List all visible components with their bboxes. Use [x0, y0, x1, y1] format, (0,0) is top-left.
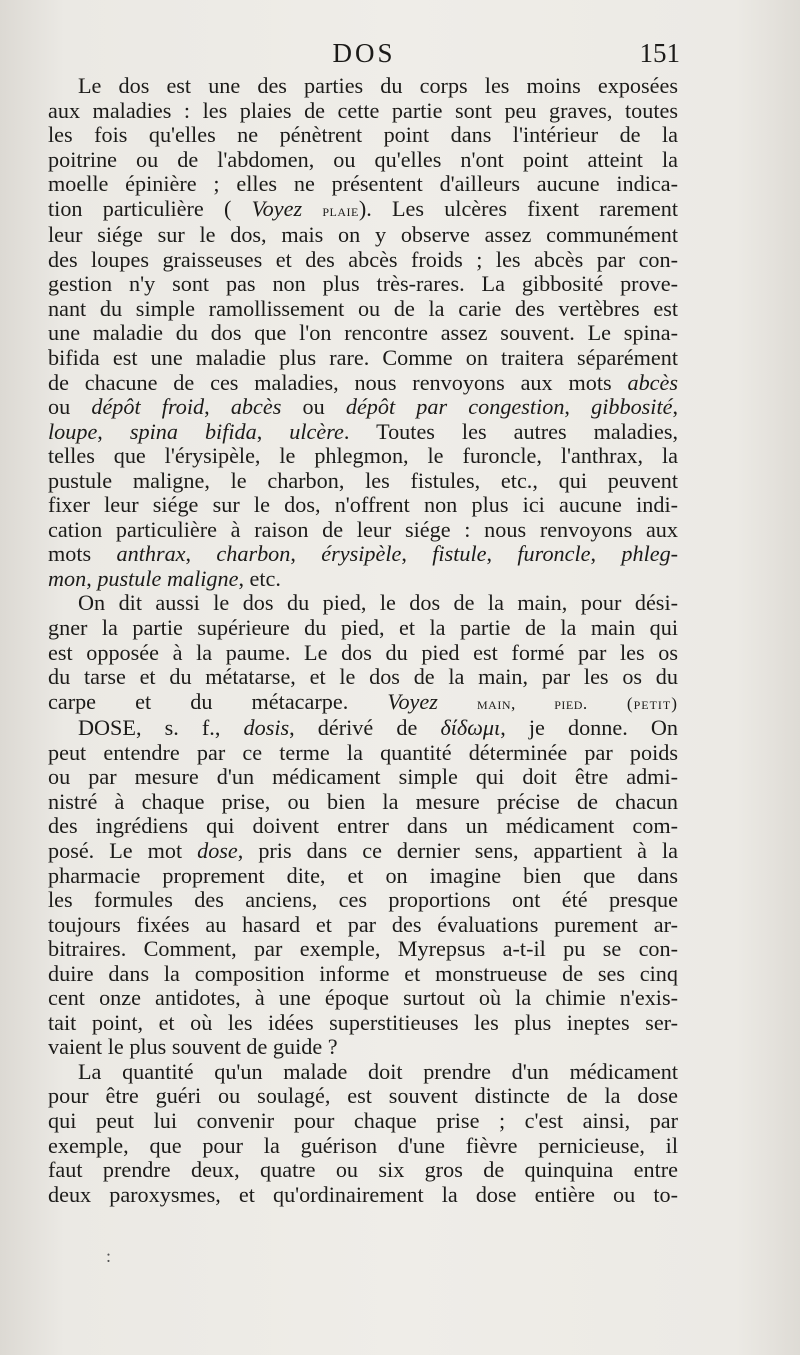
text-line: [48, 567, 678, 592]
text-line: faut prendre deux, quatre ou six gros de quinquina entre: [48, 1157, 678, 1183]
text-segment: ,: [256, 418, 263, 444]
text-line: nistré à chaque prise, ou bien la mesure précise de chacun: [48, 788, 678, 814]
text-segment: , je donne. On: [500, 715, 679, 741]
text-line: [48, 716, 678, 741]
text-segment: posé. Le mot: [48, 837, 183, 863]
text-segment: . Toutes les autres maladies,: [343, 418, 678, 444]
text-line: On dit aussi le dos du pied, le dos de la main, pour dési-: [78, 590, 678, 616]
italic-term: furoncle: [517, 541, 591, 567]
italic-term: pustule maligne: [97, 565, 239, 591]
text-segment: ,: [672, 394, 679, 420]
text-line: [48, 371, 678, 396]
italic-term: spina bifida: [129, 418, 257, 444]
text-line: fixer leur siége sur le dos, n'offrent non plus ici aucune indi-: [48, 492, 678, 518]
text-line: deux paroxysmes, et qu'ordinairement la dose entière ou to-: [48, 1181, 678, 1207]
text-segment: tion particulière (: [48, 195, 232, 221]
text-line: La quantité qu'un malade doit prendre d'un médicament: [78, 1058, 678, 1084]
text-line: des ingrédiens qui doivent entrer dans un médicament com-: [48, 813, 678, 839]
italic-term: phleg-: [621, 541, 679, 567]
text-line: moelle épinière ; elles ne présentent d'ailleurs aucune indica-: [48, 171, 678, 197]
italic-term: ulcère: [289, 418, 344, 444]
italic-term: gibbosité: [591, 394, 673, 420]
text-line: [48, 395, 678, 420]
text-line: duire dans la composition informe et monstrueuse de ses cinq: [48, 960, 678, 986]
text-line: nant du simple ramollissement ou de la carie des vertèbres est: [48, 295, 678, 321]
text-segment: ,: [185, 541, 192, 567]
text-line: ou par mesure d'un médicament simple qui doit être admi-: [48, 764, 678, 790]
text-line: bitraires. Comment, par exemple, Myrepsus a-t-il pu se con-: [48, 936, 678, 962]
italic-term: dosis: [243, 715, 290, 741]
text-line: gestion n'y sont pas non plus très-rares. La gibbosité prove-: [48, 271, 678, 297]
text-line: bifida est une maladie plus rare. Comme on traitera séparément: [48, 345, 678, 371]
text-segment: ,: [401, 541, 407, 567]
text-line: les fois qu'elles ne pénètrent point dans l'intérieur de la: [48, 122, 678, 148]
text-line: exemple, que pour la guérison d'une fièvre pernicieuse, il: [48, 1132, 678, 1158]
text-line: pustule maligne, le charbon, les fistules, etc., qui peuvent: [48, 467, 678, 493]
main-text: [48, 74, 678, 1207]
text-line: toujours fixées au hasard et par des évaluations purement ar-: [48, 911, 678, 937]
italic-term: mon: [48, 565, 87, 591]
text-segment: ). Les ulcères fixent rarement: [358, 195, 679, 221]
text-segment: , dérivé de: [289, 715, 418, 741]
text-line: aux maladies : les plaies de cette partie sont peu graves, toutes: [48, 97, 678, 123]
text-line: [48, 197, 678, 224]
text-line: [48, 839, 678, 864]
text-line: gner la partie supérieure du pied, et la partie de la main qui: [48, 615, 678, 641]
text-segment: , etc.: [238, 565, 281, 591]
cross-reference-target: main, pied.: [477, 693, 588, 713]
text-line: cent onze antidotes, à une époque surtout où la chimie n'exis-: [48, 985, 678, 1011]
text-line: est opposée à la paume. Le dos du pied est formé par les os: [48, 639, 678, 665]
italic-term: abcès: [230, 394, 282, 420]
text-line: cation particulière à raison de leur siége : nous renvoyons aux: [48, 516, 678, 542]
text-segment: ,: [486, 541, 493, 567]
italic-term: dose: [197, 837, 238, 863]
text-line: qui peut lui convenir pour chaque prise ; c'est ainsi, par: [48, 1107, 678, 1133]
italic-term: dépôt froid: [91, 394, 205, 420]
page-number: 151: [639, 38, 680, 68]
text-segment: mots: [48, 541, 92, 567]
text-segment: ,: [204, 394, 210, 420]
italic-term: abcès: [627, 369, 679, 395]
italic-term: charbon: [216, 541, 291, 567]
text-line: [48, 420, 678, 445]
text-segment: carpe et du métacarpe.: [48, 688, 349, 714]
text-segment: ,: [97, 418, 103, 444]
italic-term: loupe: [48, 418, 98, 444]
text-segment: ,: [590, 541, 597, 567]
text-segment: de chacune de ces maladies, nous renvoyons aux mots: [48, 369, 612, 395]
text-line: Le dos est une des parties du corps les moins exposées: [78, 73, 678, 98]
text-line: vaient le plus souvent de guide ?: [48, 1034, 338, 1060]
cross-reference-label: Voyez: [251, 195, 303, 221]
text-segment: ou: [302, 394, 325, 420]
text-segment: , pris dans ce dernier sens, appartient à la: [237, 837, 679, 863]
text-line: pour être guéri ou soulagé, est souvent distincte de la dose: [48, 1083, 678, 1109]
text-line: peut entendre par ce terme la quantité déterminée par poids: [48, 739, 678, 765]
text-segment: ,: [86, 565, 92, 591]
text-line: poitrine ou de l'abdomen, ou qu'elles n'ont point atteint la: [48, 146, 678, 172]
page-header: [48, 38, 680, 74]
printer-mark: :: [106, 1246, 112, 1266]
italic-term: fistule: [432, 541, 487, 567]
text-segment: ,: [290, 541, 296, 567]
text-line: les formules des anciens, ces proportions ont été presque: [48, 887, 678, 913]
running-head: DOS: [332, 38, 396, 68]
cross-reference-label: Voyez: [387, 688, 438, 714]
text-line: leur siége sur le dos, mais on y observe assez communément: [48, 222, 678, 248]
text-line: [48, 542, 678, 567]
author-signature: (petit): [626, 693, 678, 713]
cross-reference-target: plaie: [322, 200, 359, 220]
text-line: pharmacie proprement dite, et on imagine bien que dans: [48, 862, 678, 888]
greek-etymology: δίδωμι: [440, 715, 501, 741]
italic-term: érysipèle: [321, 541, 402, 567]
entry-headword: DOSE, s. f.,: [78, 715, 221, 741]
italic-term: dépôt par congestion: [345, 394, 565, 420]
text-line: des loupes graisseuses et des abcès froids ; les abcès par con-: [48, 246, 678, 272]
text-segment: ou: [48, 394, 71, 420]
text-line: une maladie du dos que l'on rencontre assez souvent. Le spina-: [48, 320, 678, 346]
text-line: telles que l'érysipèle, le phlegmon, le furoncle, l'anthrax, la: [48, 443, 678, 469]
text-line: [48, 690, 678, 717]
italic-term: anthrax: [116, 541, 186, 567]
text-segment: ,: [564, 394, 570, 420]
text-line: du tarse et du métatarse, et le dos de la main, par les os du: [48, 664, 678, 690]
text-line: tait point, et où les idées superstitieuses les plus ineptes ser-: [48, 1009, 678, 1035]
